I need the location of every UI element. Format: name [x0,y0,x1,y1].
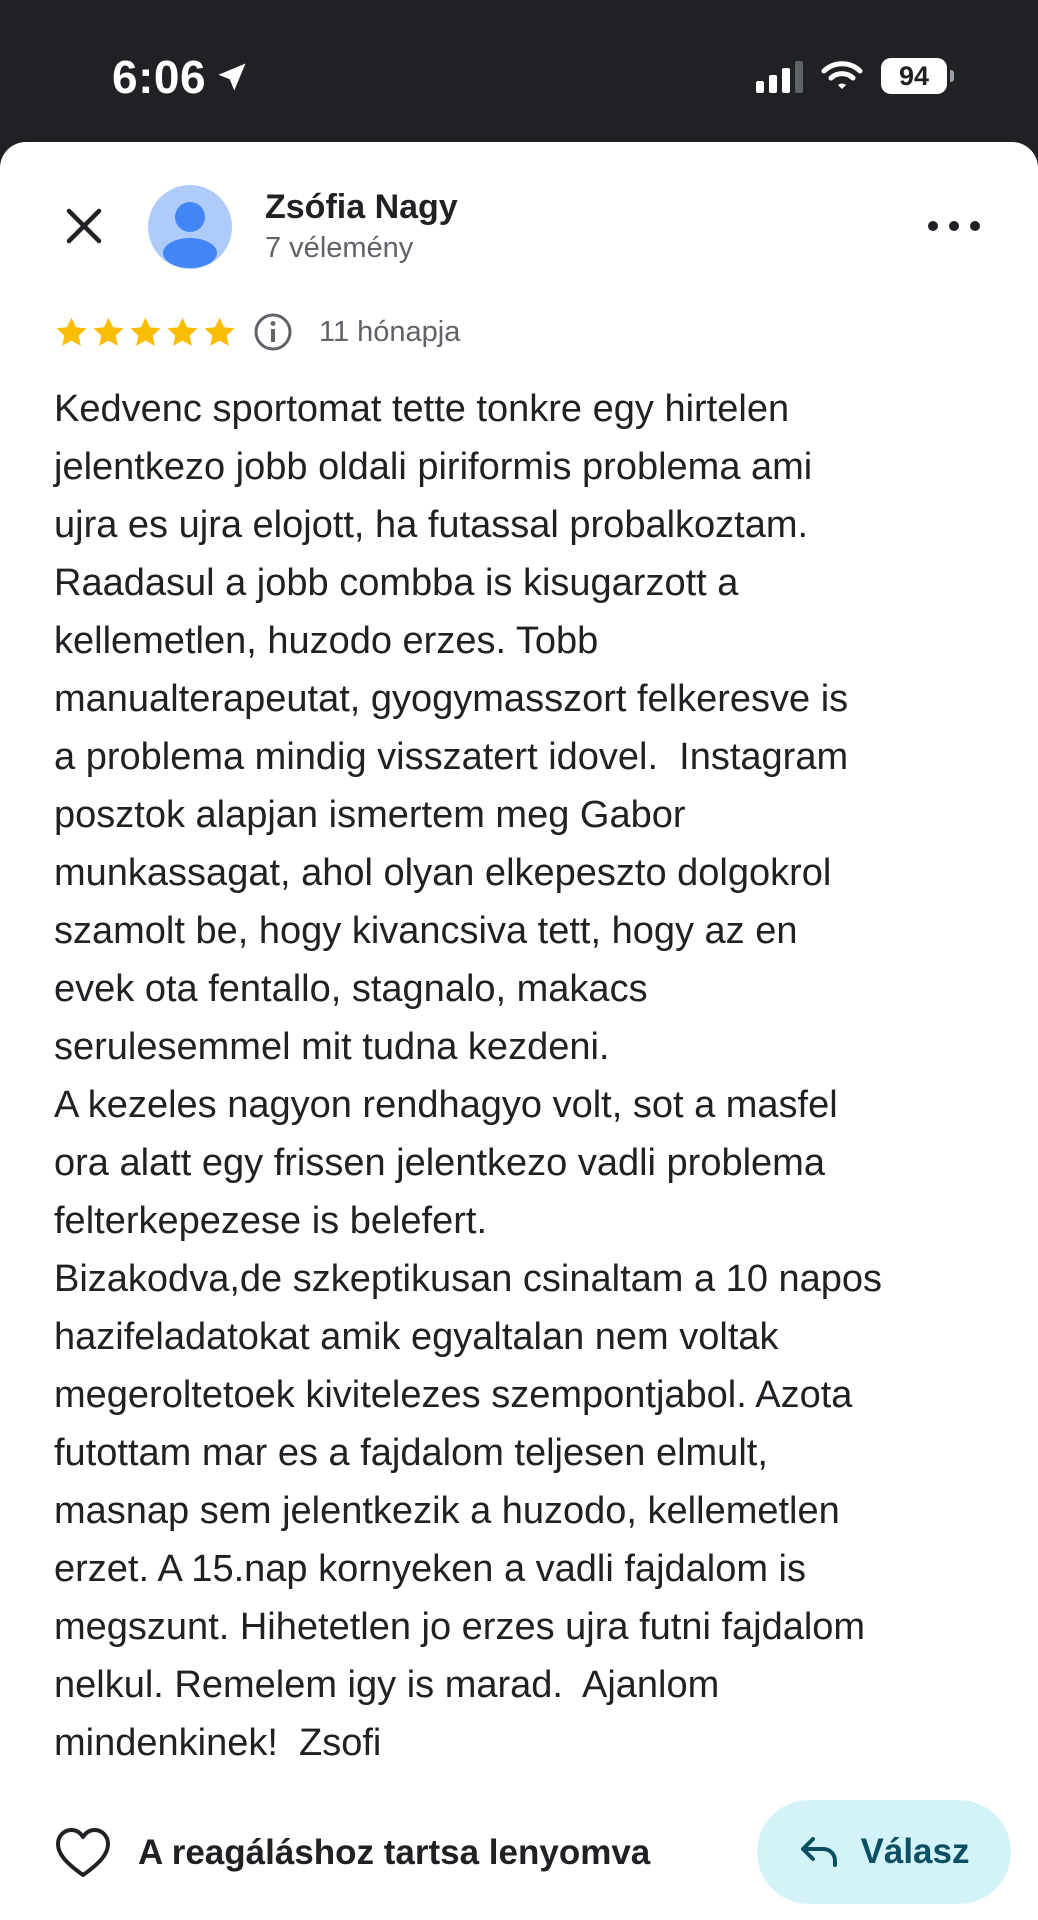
star-icon [202,315,237,350]
cellular-signal-icon [756,59,803,93]
rating-row [54,312,460,352]
star-icon [165,315,200,350]
reviewer-name[interactable]: Zsófia Nagy [265,188,458,226]
location-arrow-icon [214,59,250,95]
more-dot-icon [970,221,980,231]
more-options-button[interactable] [928,208,980,244]
review-sheet [0,142,1038,1920]
react-button[interactable] [54,1826,650,1880]
reply-label: Válasz [860,1832,970,1871]
more-dot-icon [949,221,959,231]
heart-icon [54,1826,112,1880]
review-age: 11 hónapja [319,315,461,348]
star-icon [54,315,89,350]
more-dot-icon [928,221,938,231]
person-icon [148,185,232,269]
reviewer-review-count: 7 vélemény [265,232,414,264]
close-icon [64,206,104,246]
close-button[interactable] [60,202,108,250]
review-text: Kedvenc sportomat tette tonkre egy hirtelen jelentkezo jobb oldali piriformis problema ami ujra es ujra elojott, ha futassal probalkoztam. Raadasul a jobb combba is kisugarzott a kellemetlen, huzodo erzes. Tobb manualterapeutat, gyogymasszort felkeresve is a problema mindig visszatert idovel. Instagram posztok alapjan ismertem meg Gabor munkassagat, ahol olyan elkepeszto dolgokrol szamolt be, hogy kivancsiva tett, hogy az en evek ota fentallo, stagnalo, makacs serulesemmel mit tudna kezdeni. A kezeles nagyon rendhagyo volt, sot a masfel ora alatt egy frissen jelentkezo vadli problema felterkepezese is belefert. Bizakodva,de szkeptikusan csinaltam a 10 napos hazifeladatokat amik egyaltalan nem voltak megeroltetoek kivitelezes szempontjabol. Azota futottam mar es a fajdalom teljesen elmult, masnap sem jelentkezik a huzodo, kellemetlen erzet. A 15.nap kornyeken a vadli fajdalom is megszunt. Hihetetlen jo erzes ujra futni fajdalom nelkul. Remelem igy is marad. Ajanlom mindenkinek! Zsofi [54,388,883,1764]
star-icon [128,315,163,350]
status-bar [0,0,1038,142]
status-icons [756,58,954,94]
react-label: A reagáláshoz tartsa lenyomva [138,1833,651,1872]
star-rating [54,315,237,350]
info-icon[interactable] [253,312,293,352]
star-icon [91,315,126,350]
status-time [112,50,250,104]
battery-icon [881,58,954,94]
reply-button[interactable] [757,1800,1011,1904]
wifi-icon [821,60,863,92]
avatar[interactable] [148,185,232,269]
battery-level: 94 [881,58,947,94]
reply-arrow-icon [799,1835,839,1869]
status-time-text: 6:06 [112,51,207,103]
